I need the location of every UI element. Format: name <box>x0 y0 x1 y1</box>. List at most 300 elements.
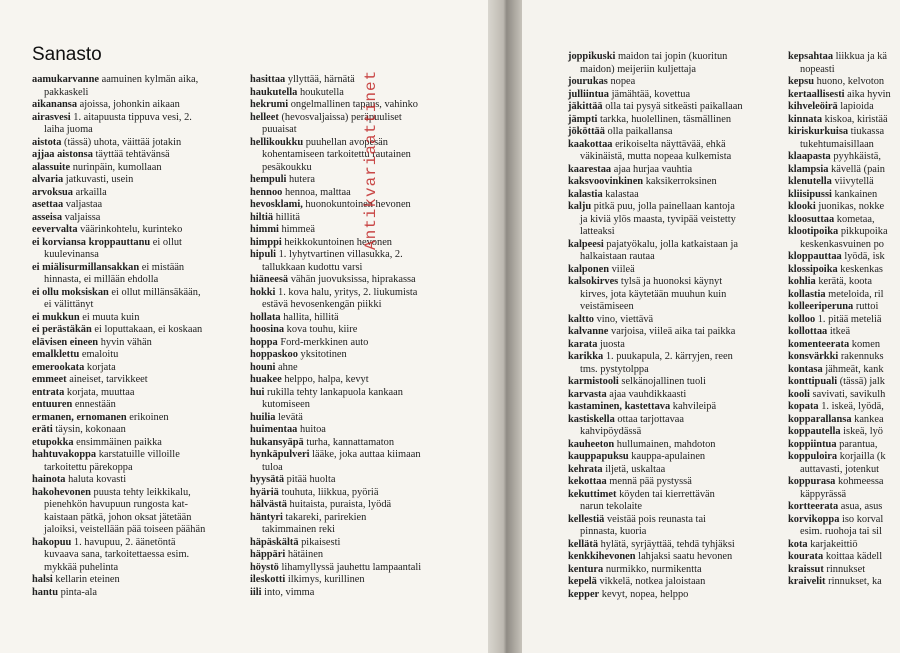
entry-definition: ajoissa, johonkin aikaan <box>77 99 180 110</box>
entry-definition: 1. kova halu, yritys, 2. liukumista <box>275 286 418 298</box>
entry-definition: ajaa hurjaa vauhtia <box>611 163 693 175</box>
entry-definition: korjata <box>84 361 116 373</box>
entry-definition: (tässä) uhota, väittää jotakin <box>61 136 182 148</box>
entry-continuation: jaloiksi, veistellään pää toiseen päähän <box>44 524 206 535</box>
entry-continuation: narun tekolaite <box>580 501 643 512</box>
book-gutter <box>488 0 522 653</box>
entry-definition: liikkua ja kä <box>833 51 888 62</box>
entry-definition: kerätä, koota <box>815 276 872 287</box>
entry-term: kraissut <box>788 563 824 575</box>
entry-term: koppautella <box>788 426 841 437</box>
entry-definition: ilkimys, kurillinen <box>285 574 365 585</box>
glossary-entry <box>788 226 900 239</box>
glossary-entry <box>32 137 242 150</box>
glossary-entry <box>32 437 242 450</box>
glossary-entry <box>250 487 480 500</box>
entry-definition: 1. pitää meteliä <box>815 313 882 325</box>
glossary-entry <box>250 587 480 600</box>
glossary-entry <box>788 126 900 139</box>
entry-definition: jatkuvasti, usein <box>63 174 134 185</box>
entry-term: kiriskurkuisa <box>788 126 849 137</box>
entry-term: kaarestaa <box>568 163 612 175</box>
entry-term: korvikoppa <box>788 513 840 525</box>
glossary-entry <box>250 337 480 350</box>
glossary-entry <box>32 212 242 225</box>
entry-term: kellätä <box>568 538 599 550</box>
entry-definition: olla paikallansa <box>604 126 673 137</box>
glossary-entry <box>250 412 480 425</box>
entry-term: häntyri <box>250 511 283 523</box>
entry-definition: ruttoi <box>853 301 879 312</box>
glossary-entry <box>568 89 783 102</box>
entry-term: hoosina <box>250 324 285 335</box>
entry-term: emmeet <box>32 374 67 385</box>
glossary-entry <box>568 439 783 452</box>
glossary-entry <box>32 262 242 275</box>
glossary-entry <box>568 114 783 127</box>
entry-term: alvaria <box>32 174 64 185</box>
glossary-entry <box>32 487 242 500</box>
entry-definition: ei ollut millänsäkään, <box>108 286 201 298</box>
glossary-entry <box>568 276 783 289</box>
entry-definition: lapioida <box>837 101 874 112</box>
entry-definition: korjata, muuttaa <box>64 386 135 398</box>
entry-definition: kaksikerroksinen <box>643 176 717 187</box>
glossary-entry <box>788 276 900 289</box>
entry-definition: erikoiselta näyttävää, ehkä <box>612 138 726 150</box>
entry-continuation: kohentamiseen tarkoitettu rautainen <box>262 149 411 160</box>
glossary-entry <box>250 274 480 287</box>
entry-definition: pikaisesti <box>298 536 341 548</box>
glossary-entry <box>788 214 900 227</box>
glossary-entry <box>788 339 900 352</box>
glossary-entry <box>32 99 242 112</box>
entry-definition: helppo, halpa, kevyt <box>281 374 369 385</box>
entry-definition: puusta tehty leikkikalu, <box>90 486 191 498</box>
glossary-entry <box>788 551 900 564</box>
glossary-entry <box>568 139 783 152</box>
glossary-entry <box>568 126 783 139</box>
glossary-entry <box>788 76 900 89</box>
entry-definition: asua, asus <box>838 501 883 512</box>
glossary-entry <box>788 101 900 114</box>
entry-definition: rukilla tehty lankapuola kankaan <box>264 386 403 398</box>
entry-term: hiltiä <box>250 211 274 223</box>
entry-term: hasittaa <box>250 74 286 85</box>
entry-definition: hätäinen <box>285 549 324 560</box>
entry-term: kauheeton <box>568 438 615 450</box>
entry-term: kopparallansa <box>788 413 852 425</box>
entry-definition: ei loputtakaan, ei koskaan <box>91 324 203 335</box>
glossary-entry <box>250 499 480 512</box>
entry-term: kellestiä <box>568 513 605 525</box>
glossary-entry <box>32 149 242 162</box>
entry-definition: savivati, savikulh <box>809 388 886 400</box>
glossary-entry <box>568 176 783 189</box>
entry-term: karmistooli <box>568 376 619 387</box>
entry-term: hempuli <box>250 174 287 185</box>
entry-term: emerookata <box>32 361 85 373</box>
entry-continuation: kuvaava sana, tarkoitettaessa esim. <box>44 549 190 560</box>
entry-term: hainota <box>32 474 66 485</box>
entry-term: joppikuski <box>568 51 616 62</box>
entry-term: alassuite <box>32 161 71 173</box>
glossary-entry <box>32 349 242 362</box>
entry-term: hyäriä <box>250 486 279 498</box>
entry-continuation: halkaistaan rautaa <box>580 251 655 262</box>
entry-term: huakee <box>250 374 282 385</box>
entry-definition: tarkka, huolellinen, täsmällinen <box>597 113 732 125</box>
entry-term: hakopuu <box>32 536 72 548</box>
entry-term: hantu <box>32 586 58 598</box>
entry-definition: into, vimma <box>261 586 315 598</box>
entry-definition: huitoa <box>297 424 326 435</box>
glossary-entry <box>250 362 480 375</box>
entry-definition: meteloida, ril <box>825 288 884 300</box>
entry-term: hevosklami, <box>250 199 303 210</box>
entry-term: emalklettu <box>32 349 80 360</box>
entry-definition: erikoinen <box>126 411 169 423</box>
entry-term: kolloo <box>788 313 816 325</box>
entry-definition: täysin, kokonaan <box>52 424 126 435</box>
entry-continuation: pakkaskeli <box>44 86 89 98</box>
entry-definition: arkailla <box>73 186 107 198</box>
entry-term: helleet <box>250 111 279 123</box>
entry-term: konsvärkki <box>788 351 839 362</box>
entry-term: kollastia <box>788 288 826 300</box>
right-page <box>522 0 900 653</box>
glossary-entry <box>32 587 242 600</box>
glossary-entry <box>250 287 480 300</box>
glossary-entry <box>32 449 242 462</box>
entry-definition: ei muuta kuin <box>79 311 140 323</box>
glossary-entry <box>568 464 783 477</box>
entry-term: hiäneesä <box>250 274 289 285</box>
entry-term: etupokka <box>32 436 74 448</box>
glossary-entry <box>32 424 242 437</box>
entry-continuation: kirves, jota käytetään muuhun kuin <box>580 288 727 300</box>
glossary-entry <box>568 314 783 327</box>
entry-definition: kävellä (pain <box>828 163 885 175</box>
glossary-entry <box>250 474 480 487</box>
glossary-entry <box>568 514 783 527</box>
entry-term: kepper <box>568 588 600 600</box>
glossary-entry <box>788 439 900 452</box>
entry-definition: 1. iskeä, lyödä, <box>818 401 884 412</box>
entry-definition: ei mistään <box>139 261 185 273</box>
entry-term: julliintua <box>568 88 609 100</box>
entry-term: ajjaa aistonsa <box>32 149 93 160</box>
glossary-entry <box>32 474 242 487</box>
entry-term: hoppa <box>250 336 278 348</box>
entry-definition: veistää pois reunasta tai <box>604 513 706 525</box>
glossary-entry <box>788 476 900 489</box>
entry-term: asettaa <box>32 199 64 210</box>
entry-term: huimentaa <box>250 424 298 435</box>
entry-term: kohlia <box>788 276 816 287</box>
entry-term: kalju <box>568 201 592 212</box>
entry-definition: kankea <box>851 413 884 425</box>
entry-term: kenkkihevonen <box>568 551 636 562</box>
glossary-entry <box>568 489 783 502</box>
glossary-entry <box>788 201 900 214</box>
entry-definition: puuhellan avopesän <box>303 136 388 148</box>
entry-definition: nopea <box>607 76 636 87</box>
entry-definition: varjoisa, viileä aika tai paikka <box>608 326 736 337</box>
entry-term: kalponen <box>568 263 610 275</box>
entry-definition: valjaissa <box>62 211 101 223</box>
glossary-entry <box>32 237 242 250</box>
entry-definition: karstatuille villoille <box>96 449 180 460</box>
entry-term: eräti <box>32 424 53 435</box>
glossary-entry <box>788 576 900 589</box>
entry-term: klampsia <box>788 163 829 175</box>
glossary-entry <box>568 201 783 214</box>
glossary-entry <box>568 576 783 589</box>
entry-definition: hutera <box>286 174 315 185</box>
entry-definition: turha, kannattamaton <box>303 436 395 448</box>
glossary-entry <box>250 424 480 437</box>
entry-continuation: pienehkön havupuun rungosta kat- <box>44 499 188 510</box>
entry-definition: touhuta, liikkua, pyöriä <box>278 486 379 498</box>
entry-term: ileskotti <box>250 574 286 585</box>
entry-term: hokki <box>250 286 276 298</box>
glossary-entry <box>32 374 242 387</box>
entry-definition: hallita, hillitä <box>280 311 339 323</box>
entry-definition: kauppa-apulainen <box>628 451 706 462</box>
entry-term: kepsahtaa <box>788 51 834 62</box>
glossary-entry <box>788 514 900 527</box>
entry-term: kloosuttaa <box>788 213 835 225</box>
glossary-entry <box>32 387 242 400</box>
entry-definition: parantua, <box>836 438 878 450</box>
entry-definition: 1. puukapula, 2. kärryjen, reen <box>603 351 733 362</box>
glossary-entry <box>32 224 242 237</box>
entry-continuation: väkinäistä, mutta nopeaa kulkemista <box>580 151 732 162</box>
entry-term: entrata <box>32 386 65 398</box>
entry-term: eevervalta <box>32 224 78 235</box>
entry-definition: pitkä puu, jolla painellaan kantoja <box>591 201 735 212</box>
entry-term: kalvanne <box>568 326 609 337</box>
glossary-entry <box>250 574 480 587</box>
entry-term: kloppauttaa <box>788 251 842 262</box>
entry-definition: iskeä, lyö <box>840 426 883 437</box>
entry-term: klenutella <box>788 176 832 187</box>
glossary-entry <box>788 501 900 514</box>
glossary-entry <box>32 574 242 587</box>
entry-definition: aineiset, tarvikkeet <box>66 374 148 385</box>
entry-continuation: laiha juoma <box>44 124 93 135</box>
entry-continuation: tuloa <box>262 461 283 473</box>
entry-continuation: estävä hevosenkengän piikki <box>262 299 382 310</box>
glossary-entry <box>568 164 783 177</box>
entry-definition: rakennuks <box>838 351 884 362</box>
entry-continuation: tukehtumaisillaan <box>800 138 874 150</box>
entry-definition: ei ollut <box>150 236 182 248</box>
entry-term: kopata <box>788 401 819 412</box>
glossary-entry <box>32 537 242 550</box>
entry-term: hennoo <box>250 186 283 198</box>
entry-term: hyysätä <box>250 474 285 485</box>
entry-continuation: takimmainen reki <box>262 524 335 535</box>
entry-definition: nurinpäin, kumollaan <box>70 161 162 173</box>
entry-term: hui <box>250 386 265 398</box>
entry-definition: kiskoa, kiristää <box>822 113 888 125</box>
glossary-entry <box>788 389 900 402</box>
glossary-entry <box>788 414 900 427</box>
glossary-entry <box>32 312 242 325</box>
entry-term: kepsu <box>788 76 814 87</box>
glossary-entry <box>568 414 783 427</box>
entry-term: kaksvoovinkinen <box>568 176 644 187</box>
glossary-entry <box>568 476 783 489</box>
entry-definition: valjastaa <box>63 199 103 210</box>
glossary-entry <box>788 376 900 389</box>
entry-continuation: pesäkoukku <box>262 161 312 173</box>
entry-continuation: käppyrässä <box>800 488 847 500</box>
entry-definition: tiukassa <box>848 126 885 137</box>
entry-term: hoppaskoo <box>250 349 298 360</box>
glossary-entry <box>568 76 783 89</box>
entry-definition: korjailla (k <box>837 451 886 462</box>
glossary-entry <box>788 326 900 339</box>
entry-definition: ahne <box>275 361 298 373</box>
entry-definition: väärinkohtelu, kurinteko <box>77 224 183 235</box>
entry-term: airasvesi <box>32 111 71 123</box>
entry-definition: hennoa, malttaa <box>282 186 351 198</box>
entry-definition: itkeä <box>827 326 851 337</box>
entry-term: kehrata <box>568 463 603 475</box>
entry-term: ei korviansa kroppauttanu <box>32 236 151 248</box>
entry-term: kertaallisesti <box>788 88 845 100</box>
entry-term: himppi <box>250 236 282 248</box>
page-title: Sanasto <box>32 44 102 65</box>
glossary-entry <box>788 351 900 364</box>
entry-term: huilia <box>250 411 276 423</box>
entry-term: haukutella <box>250 86 298 98</box>
entry-definition: levätä <box>275 411 303 423</box>
entry-term: häpäskältä <box>250 536 299 548</box>
entry-definition: lihamyllyssä jauhettu lampaantali <box>278 561 422 573</box>
glossary-entry <box>32 324 242 337</box>
entry-definition: hullumainen, mahdoton <box>614 438 716 450</box>
entry-definition: komen <box>849 338 881 350</box>
glossary-entry <box>250 549 480 562</box>
entry-term: koppiintua <box>788 438 837 450</box>
glossary-entry <box>32 412 242 425</box>
entry-term: karata <box>568 338 598 350</box>
entry-term: kalpeesi <box>568 238 604 250</box>
glossary-entry <box>788 539 900 552</box>
entry-continuation: esim. ruohoja tai sil <box>800 526 882 537</box>
glossary-entry <box>788 176 900 189</box>
entry-definition: lahjaksi saatu hevonen <box>635 551 733 562</box>
entry-term: houni <box>250 361 276 373</box>
glossary-entry <box>788 451 900 464</box>
entry-definition: viileä <box>609 263 635 275</box>
glossary-entry <box>568 551 783 564</box>
glossary-entry <box>32 287 242 300</box>
entry-term: kalsokirves <box>568 276 619 287</box>
entry-term: klaapasta <box>788 151 831 162</box>
glossary-entry <box>32 399 242 412</box>
entry-definition: huono, kelvoton <box>814 76 885 87</box>
entry-term: kontasa <box>788 363 823 375</box>
glossary-entry <box>32 74 242 87</box>
entry-term: kalastia <box>568 188 603 200</box>
entry-definition: kankainen <box>831 188 878 200</box>
entry-term: himmi <box>250 224 279 235</box>
entry-definition: lääke, joka auttaa kiimaan <box>309 449 421 460</box>
entry-term: ei perästäkän <box>32 324 92 335</box>
glossary-entry <box>568 564 783 577</box>
entry-definition: yllyttää, härnätä <box>285 74 355 85</box>
entry-definition: hyvin vähän <box>98 336 152 348</box>
entry-term: kinnata <box>788 113 823 125</box>
glossary-entry <box>788 114 900 127</box>
glossary-entry <box>250 312 480 325</box>
entry-term: kekottaa <box>568 476 607 487</box>
entry-continuation: veistämiseen <box>580 301 634 312</box>
entry-term: kihveleöirä <box>788 101 838 112</box>
glossary-entry <box>250 349 480 362</box>
glossary-entry <box>250 324 480 337</box>
entry-definition: kohmeessa <box>835 476 884 487</box>
entry-definition: tylsä ja huonoksi käynyt <box>618 276 723 287</box>
entry-definition: himmeä <box>278 224 315 235</box>
entry-definition: Ford-merkkinen auto <box>277 336 369 348</box>
entry-term: ei mukkun <box>32 311 80 323</box>
entry-term: kraivelit <box>788 576 826 587</box>
glossary-entry <box>32 187 242 200</box>
entry-definition: ennestään <box>72 399 116 410</box>
entry-term: halsi <box>32 574 53 585</box>
entry-continuation: hinnasta, ei millään ehdolla <box>44 274 159 285</box>
glossary-entry <box>788 251 900 264</box>
glossary-entry <box>32 337 242 350</box>
entry-continuation: kuulevinansa <box>44 249 99 260</box>
entry-term: karikka <box>568 351 604 362</box>
entry-term: aikanansa <box>32 99 78 110</box>
entry-term: iili <box>250 586 262 598</box>
glossary-entry <box>788 164 900 177</box>
entry-term: koppuloira <box>788 451 838 462</box>
entry-term: hynkäpulveri <box>250 449 310 460</box>
entry-term: kourata <box>788 551 824 562</box>
entry-continuation: ei välittänyt <box>44 299 94 310</box>
entry-term: kauppapuksu <box>568 451 629 462</box>
entry-definition: viivytellä <box>831 176 874 187</box>
entry-definition: aamuinen kylmän aika, <box>98 74 199 85</box>
entry-term: klootipoika <box>788 226 839 237</box>
entry-term: hellikoukku <box>250 136 304 148</box>
entry-continuation: puuaisat <box>262 124 297 135</box>
entry-definition: takareki, parirekien <box>282 511 367 523</box>
glossary-entry <box>568 376 783 389</box>
entry-continuation: kahvipöydässä <box>580 426 642 437</box>
entry-term: kaakottaa <box>568 138 613 150</box>
entry-definition: haluta kovasti <box>65 474 127 485</box>
entry-term: hakohevonen <box>32 486 91 498</box>
entry-definition: karjakeittiö <box>807 538 858 550</box>
entry-definition: jähmeät, kank <box>822 363 884 375</box>
entry-definition: vino, viettävä <box>593 313 654 325</box>
entry-term: jämpti <box>568 113 598 125</box>
glossary-entry <box>250 437 480 450</box>
entry-term: kollottaa <box>788 326 828 337</box>
entry-definition: selkänojallinen tuoli <box>618 376 706 387</box>
entry-definition: 1. havupuu, 2. äänetöntä <box>71 536 176 548</box>
